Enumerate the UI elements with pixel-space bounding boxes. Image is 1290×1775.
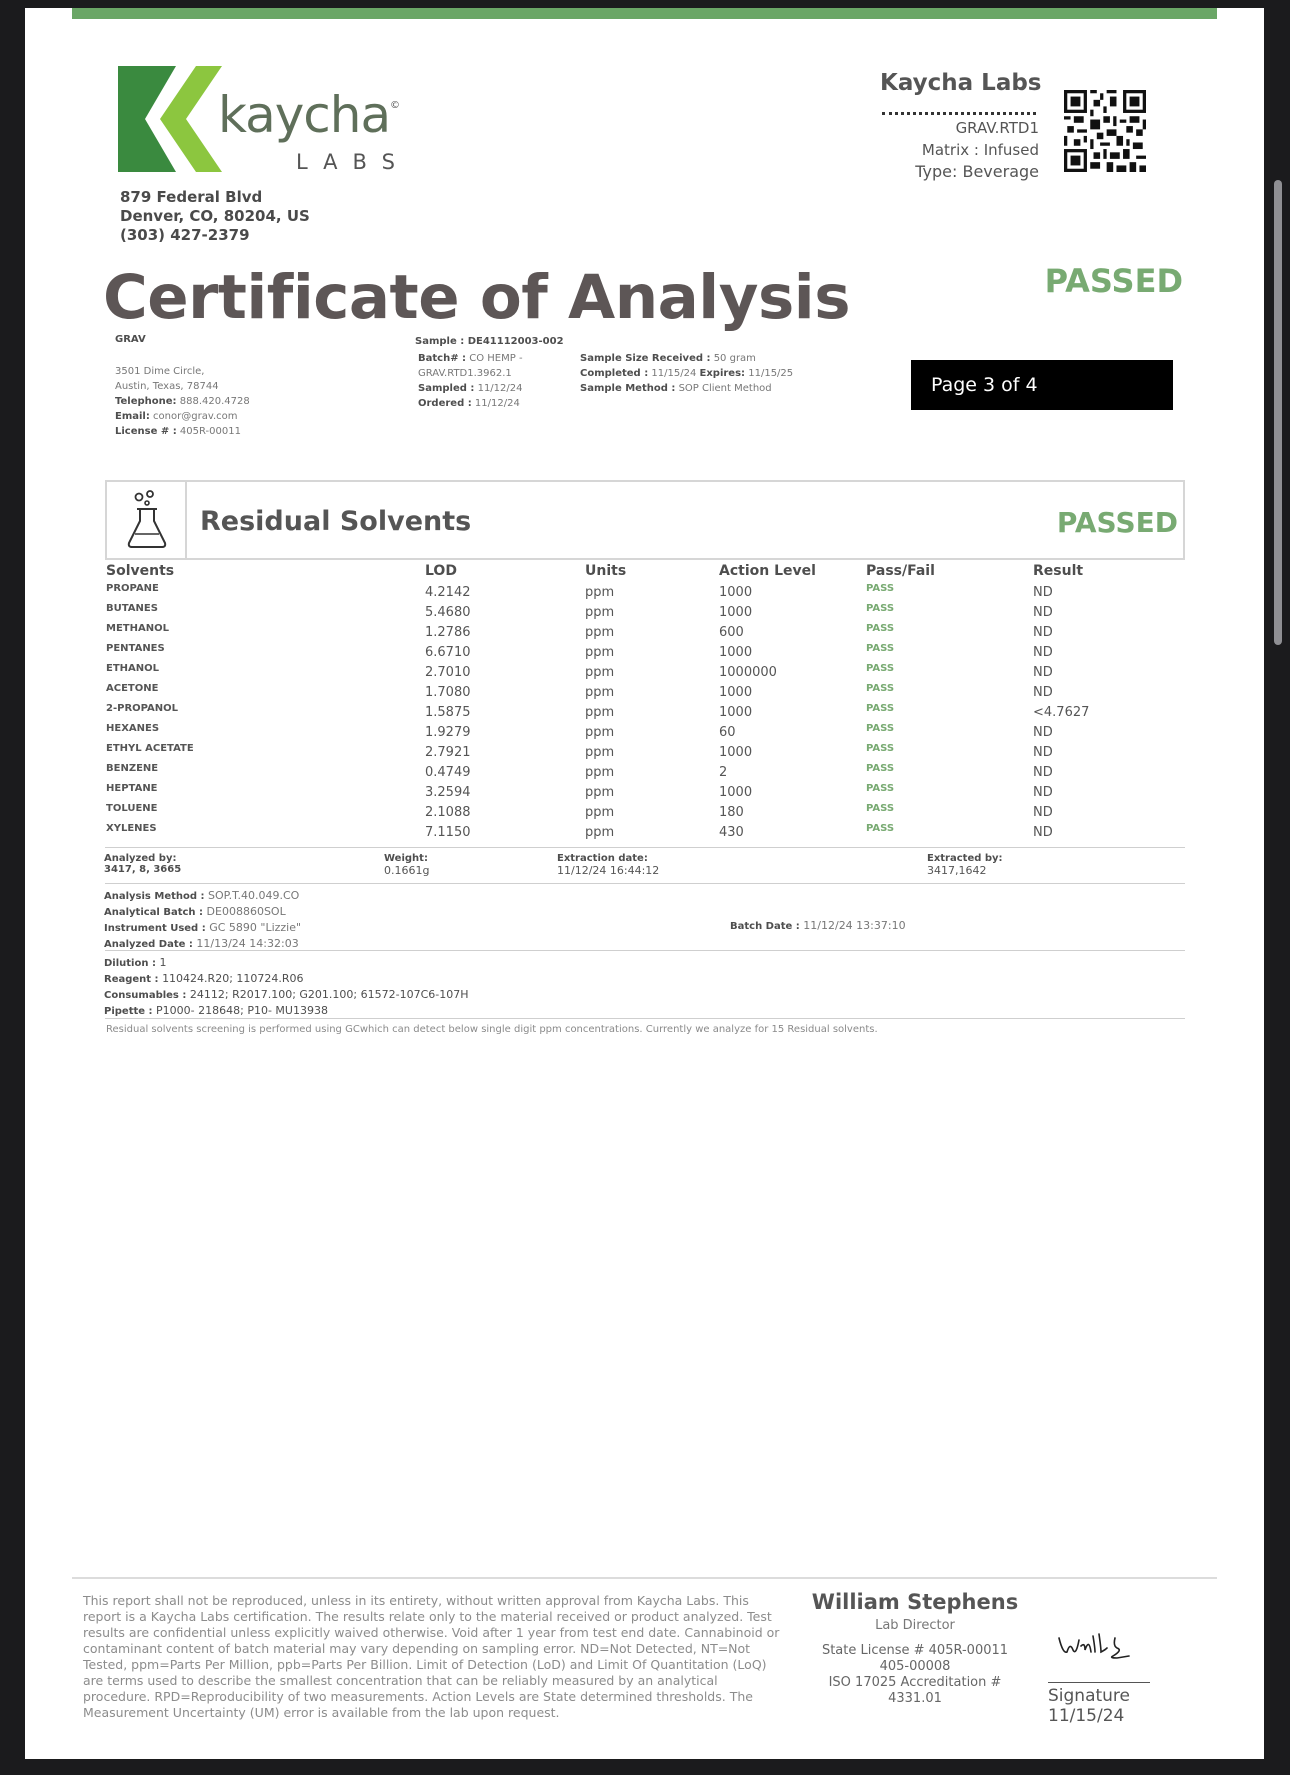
pass-fail-value: PASS (866, 663, 895, 674)
table-row (105, 823, 1185, 843)
signature-line (1048, 1682, 1150, 1683)
col-header-action-level: Action Level (719, 563, 816, 579)
page-indicator: Page 3 of 4 (911, 360, 1173, 410)
client-address2: Austin, Texas, 78744 (115, 381, 219, 392)
batch-date-value: 11/12/24 13:37:10 (803, 919, 906, 932)
solvent-name: 2-PROPANOL (106, 703, 179, 714)
client-license-value: 405R-00011 (179, 426, 241, 437)
dilution-label: Dilution : (104, 958, 156, 969)
logo-registered-mark: © (390, 100, 400, 111)
expires-value: 11/15/25 (748, 368, 794, 379)
unit-value: ppm (585, 645, 615, 660)
scrollbar[interactable] (1264, 0, 1290, 1775)
handwritten-signature-icon (1055, 1628, 1135, 1664)
unit-value: ppm (585, 745, 615, 760)
table-row (105, 663, 1185, 683)
extraction-date-label: Extraction date: (557, 853, 648, 864)
lab-address-line2: Denver, CO, 80204, US (120, 207, 310, 225)
action-level-value: 1000 (719, 605, 753, 620)
extraction-date-value: 11/12/24 16:44:12 (557, 864, 660, 877)
analyzed-by (104, 853, 181, 875)
sample-method-value: SOP Client Method (678, 383, 772, 394)
table-row (105, 743, 1185, 763)
table-row (105, 683, 1185, 703)
pass-fail-value: PASS (866, 643, 895, 654)
analyzed-date-label: Analyzed Date : (104, 939, 193, 950)
sample-info-right (580, 351, 793, 396)
solvent-name: BENZENE (106, 763, 159, 774)
pass-fail-value: PASS (866, 683, 895, 694)
batch-value-line1: CO HEMP - (469, 353, 523, 364)
result-value: ND (1033, 585, 1053, 600)
lod-value: 2.7921 (425, 745, 471, 760)
product-code: GRAV.RTD1 (955, 119, 1039, 137)
result-value: ND (1033, 725, 1053, 740)
section-status-badge: PASSED (1056, 506, 1178, 539)
lod-value: 5.4680 (425, 605, 471, 620)
reagent-value: 110424.R20; 110724.R06 (162, 972, 304, 985)
action-level-value: 2 (719, 765, 728, 780)
action-level-value: 1000000 (719, 665, 777, 680)
qr-code-icon (1064, 90, 1146, 172)
table-row (105, 783, 1185, 803)
flask-icon (107, 482, 187, 558)
analyzed-by-value: 3417, 8, 3665 (104, 864, 182, 875)
divider (105, 847, 1185, 848)
state-license-2: 405-00008 (879, 1659, 951, 1674)
signature-date: 11/15/24 (1048, 1706, 1125, 1726)
table-row (105, 643, 1185, 663)
action-level-value: 1000 (719, 645, 753, 660)
pass-fail-value: PASS (866, 603, 895, 614)
unit-value: ppm (585, 785, 615, 800)
pass-fail-value: PASS (866, 783, 895, 794)
analyzed-by-label: Analyzed by: (104, 853, 177, 864)
product-type: Type: Beverage (915, 162, 1039, 181)
weight (384, 853, 429, 877)
pass-fail-value: PASS (866, 623, 895, 634)
col-header-lod: LOD (425, 563, 457, 579)
product-matrix: Matrix : Infused (921, 141, 1039, 159)
lab-phone: (303) 427-2379 (120, 226, 250, 244)
client-address1: 3501 Dime Circle, (115, 366, 205, 377)
action-level-value: 600 (719, 625, 744, 640)
sampled-label: Sampled : (418, 383, 475, 394)
lod-value: 2.1088 (425, 805, 471, 820)
col-header-pass-fail: Pass/Fail (866, 563, 935, 579)
table-row (105, 723, 1185, 743)
pass-fail-value: PASS (866, 823, 895, 834)
pass-fail-value: PASS (866, 743, 895, 754)
col-header-solvents: Solvents (106, 563, 175, 579)
sample-size-value: 50 gram (713, 353, 756, 364)
header-accent-bar (72, 8, 1217, 19)
expires-label: Expires: (699, 368, 746, 379)
action-level-value: 60 (719, 725, 736, 740)
table-row (105, 583, 1185, 603)
lod-value: 3.2594 (425, 785, 471, 800)
unit-value: ppm (585, 685, 615, 700)
batch-label: Batch# : (418, 353, 467, 364)
lod-value: 4.2142 (425, 585, 471, 600)
result-value: ND (1033, 825, 1053, 840)
analytical-batch-label: Analytical Batch : (104, 907, 204, 918)
instrument-value: GC 5890 "Lizzie" (209, 921, 302, 934)
pass-fail-value: PASS (866, 803, 895, 814)
extraction-date (557, 853, 659, 877)
logo-wordmark: kaycha (218, 86, 391, 144)
action-level-value: 430 (719, 825, 744, 840)
signer-name: William Stephens (811, 1590, 1019, 1614)
unit-value: ppm (585, 805, 615, 820)
consumables-label: Consumables : (104, 990, 187, 1001)
sample-size-label: Sample Size Received : (580, 353, 711, 364)
pass-fail-value: PASS (866, 703, 895, 714)
analyzed-date-value: 11/13/24 14:32:03 (196, 937, 299, 950)
table-row (105, 623, 1185, 643)
unit-value: ppm (585, 625, 615, 640)
solvent-name: ACETONE (106, 683, 159, 694)
action-level-value: 180 (719, 805, 744, 820)
lod-value: 6.6710 (425, 645, 471, 660)
client-license (115, 424, 250, 439)
result-value: ND (1033, 685, 1053, 700)
analytical-batch-value: DE008860SOL (206, 905, 286, 918)
table-row (105, 603, 1185, 623)
batch-date (730, 918, 906, 934)
analysis-method-value: SOP.T.40.049.CO (208, 889, 300, 902)
state-license-1: State License # 405R-00011 (821, 1643, 1009, 1658)
solvent-name: ETHYL ACETATE (106, 743, 194, 754)
table-row (105, 763, 1185, 783)
result-value: ND (1033, 625, 1053, 640)
action-level-value: 1000 (719, 585, 753, 600)
batch-date-label: Batch Date : (730, 921, 800, 932)
unit-value: ppm (585, 725, 615, 740)
lab-address-line1: 879 Federal Blvd (120, 188, 263, 206)
unit-value: ppm (585, 825, 615, 840)
result-value: ND (1033, 745, 1053, 760)
extracted-by-value: 3417,1642 (927, 864, 987, 877)
disclaimer-text: This report shall not be reproduced, unless in its entirety, without written approval from Kaycha Labs. This report is a Kaycha Labs certification. The results relate only to the material received or product analyzed. Test results are confidential unless explicitly waived otherwise. Void after 1 year from test end date. Cannabinoid or contaminant content of batch material may vary depending on sampling error. ND=Not Detected, NT=Not Tested, ppm=Parts Per Million, ppb=Parts Per Billion. Limit of Detection (LoD) and Limit Of Quantitation (LoQ) are terms used to describe the smallest concentration that can be reliably measured by an analytical procedure. RPD=Reproducibility of two measurements. Action Levels are State determined thresholds. The Measurement Uncertainty (UM) error is available from the lab upon request. (83, 1593, 780, 1720)
lab-name: Kaycha Labs (880, 70, 1042, 96)
method-note: Residual solvents screening is performed using GCwhich can detect below single digit ppm concentrations. Currently we analyze for 15 Residual solvents. (106, 1024, 878, 1035)
client-license-label: License # : (115, 426, 177, 437)
solvent-name: PROPANE (106, 583, 159, 594)
reagent-label: Reagent : (104, 974, 159, 985)
result-value: ND (1033, 765, 1053, 780)
footer-divider (72, 1577, 1217, 1579)
signer-role: Lab Director (875, 1618, 955, 1633)
col-header-units: Units (585, 563, 627, 579)
client-name: GRAV (115, 334, 146, 345)
result-value: ND (1033, 645, 1053, 660)
client-telephone-label: Telephone: (115, 396, 177, 407)
action-level-value: 1000 (719, 745, 753, 760)
analysis-method-block (104, 888, 301, 952)
consumables-value: 24112; R2017.100; G201.100; 61572-107C6-107H (189, 988, 469, 1001)
document-title: Certificate of Analysis (103, 262, 851, 333)
result-value: ND (1033, 605, 1053, 620)
reagents-block (104, 955, 469, 1019)
sample-id: Sample : DE41112003-002 (415, 336, 564, 347)
divider (105, 883, 1185, 884)
sample-method-label: Sample Method : (580, 383, 676, 394)
scrollbar-thumb[interactable] (1274, 180, 1282, 645)
signature-block (1048, 1686, 1130, 1726)
analysis-method-label: Analysis Method : (104, 891, 205, 902)
weight-label: Weight: (384, 853, 428, 864)
extracted-by-label: Extracted by: (927, 853, 1003, 864)
section-title: Residual Solvents (200, 506, 472, 537)
result-value: ND (1033, 805, 1053, 820)
client-email-label: Email: (115, 411, 150, 422)
solvent-name: HEPTANE (106, 783, 158, 794)
completed-label: Completed : (580, 368, 649, 379)
pipette-label: Pipette : (104, 1006, 153, 1017)
solvent-name: METHANOL (106, 623, 169, 634)
sampled-value: 11/12/24 (477, 383, 523, 394)
extracted-by (927, 853, 1003, 877)
pass-fail-value: PASS (866, 723, 895, 734)
unit-value: ppm (585, 605, 615, 620)
lod-value: 7.1150 (425, 825, 471, 840)
table-row (105, 703, 1185, 723)
lod-value: 1.5875 (425, 705, 471, 720)
batch-value-line2: GRAV.RTD1.3962.1 (418, 368, 512, 379)
dilution-value: 1 (159, 956, 167, 969)
lod-value: 2.7010 (425, 665, 471, 680)
table-row (105, 803, 1185, 823)
ordered-label: Ordered : (418, 398, 472, 409)
kaycha-logo-icon (118, 66, 222, 172)
pass-fail-value: PASS (866, 583, 895, 594)
result-value: ND (1033, 665, 1053, 680)
logo-labs-text: LABS (296, 150, 410, 174)
unit-value: ppm (585, 585, 615, 600)
pass-fail-value: PASS (866, 763, 895, 774)
result-value: <4.7627 (1033, 705, 1090, 720)
unit-value: ppm (585, 765, 615, 780)
signature-label: Signature (1048, 1686, 1131, 1706)
ordered-value: 11/12/24 (474, 398, 520, 409)
solvent-name: HEXANES (106, 723, 160, 734)
iso-accreditation: ISO 17025 Accreditation # 4331.01 (828, 1675, 1002, 1706)
action-level-value: 1000 (719, 785, 753, 800)
client-info (115, 364, 250, 439)
sample-info-left (418, 351, 523, 411)
overall-status-badge: PASSED (1044, 262, 1183, 300)
solvent-name: PENTANES (106, 643, 165, 654)
weight-value: 0.1661g (384, 864, 430, 877)
lod-value: 1.2786 (425, 625, 471, 640)
dotted-divider (882, 112, 1036, 115)
client-telephone-value: 888.420.4728 (179, 396, 250, 407)
col-header-result: Result (1033, 563, 1084, 579)
lod-value: 1.7080 (425, 685, 471, 700)
solvent-name: BUTANES (106, 603, 158, 614)
result-value: ND (1033, 785, 1053, 800)
action-level-value: 1000 (719, 705, 753, 720)
completed-value: 11/15/24 (651, 368, 697, 379)
divider (105, 950, 1185, 951)
client-email (115, 409, 250, 424)
lod-value: 0.4749 (425, 765, 471, 780)
action-level-value: 1000 (719, 685, 753, 700)
section-icon-cell (107, 482, 187, 558)
divider (105, 1018, 1185, 1019)
solvent-name: TOLUENE (106, 803, 158, 814)
lod-value: 1.9279 (425, 725, 471, 740)
client-telephone (115, 394, 250, 409)
client-email-value: conor@grav.com (153, 411, 238, 422)
unit-value: ppm (585, 665, 615, 680)
lab-address (120, 188, 310, 245)
pipette-value: P1000- 218648; P10- MU13938 (156, 1004, 328, 1017)
solvent-name: ETHANOL (106, 663, 160, 674)
instrument-label: Instrument Used : (104, 923, 206, 934)
unit-value: ppm (585, 705, 615, 720)
solvent-name: XYLENES (106, 823, 157, 834)
